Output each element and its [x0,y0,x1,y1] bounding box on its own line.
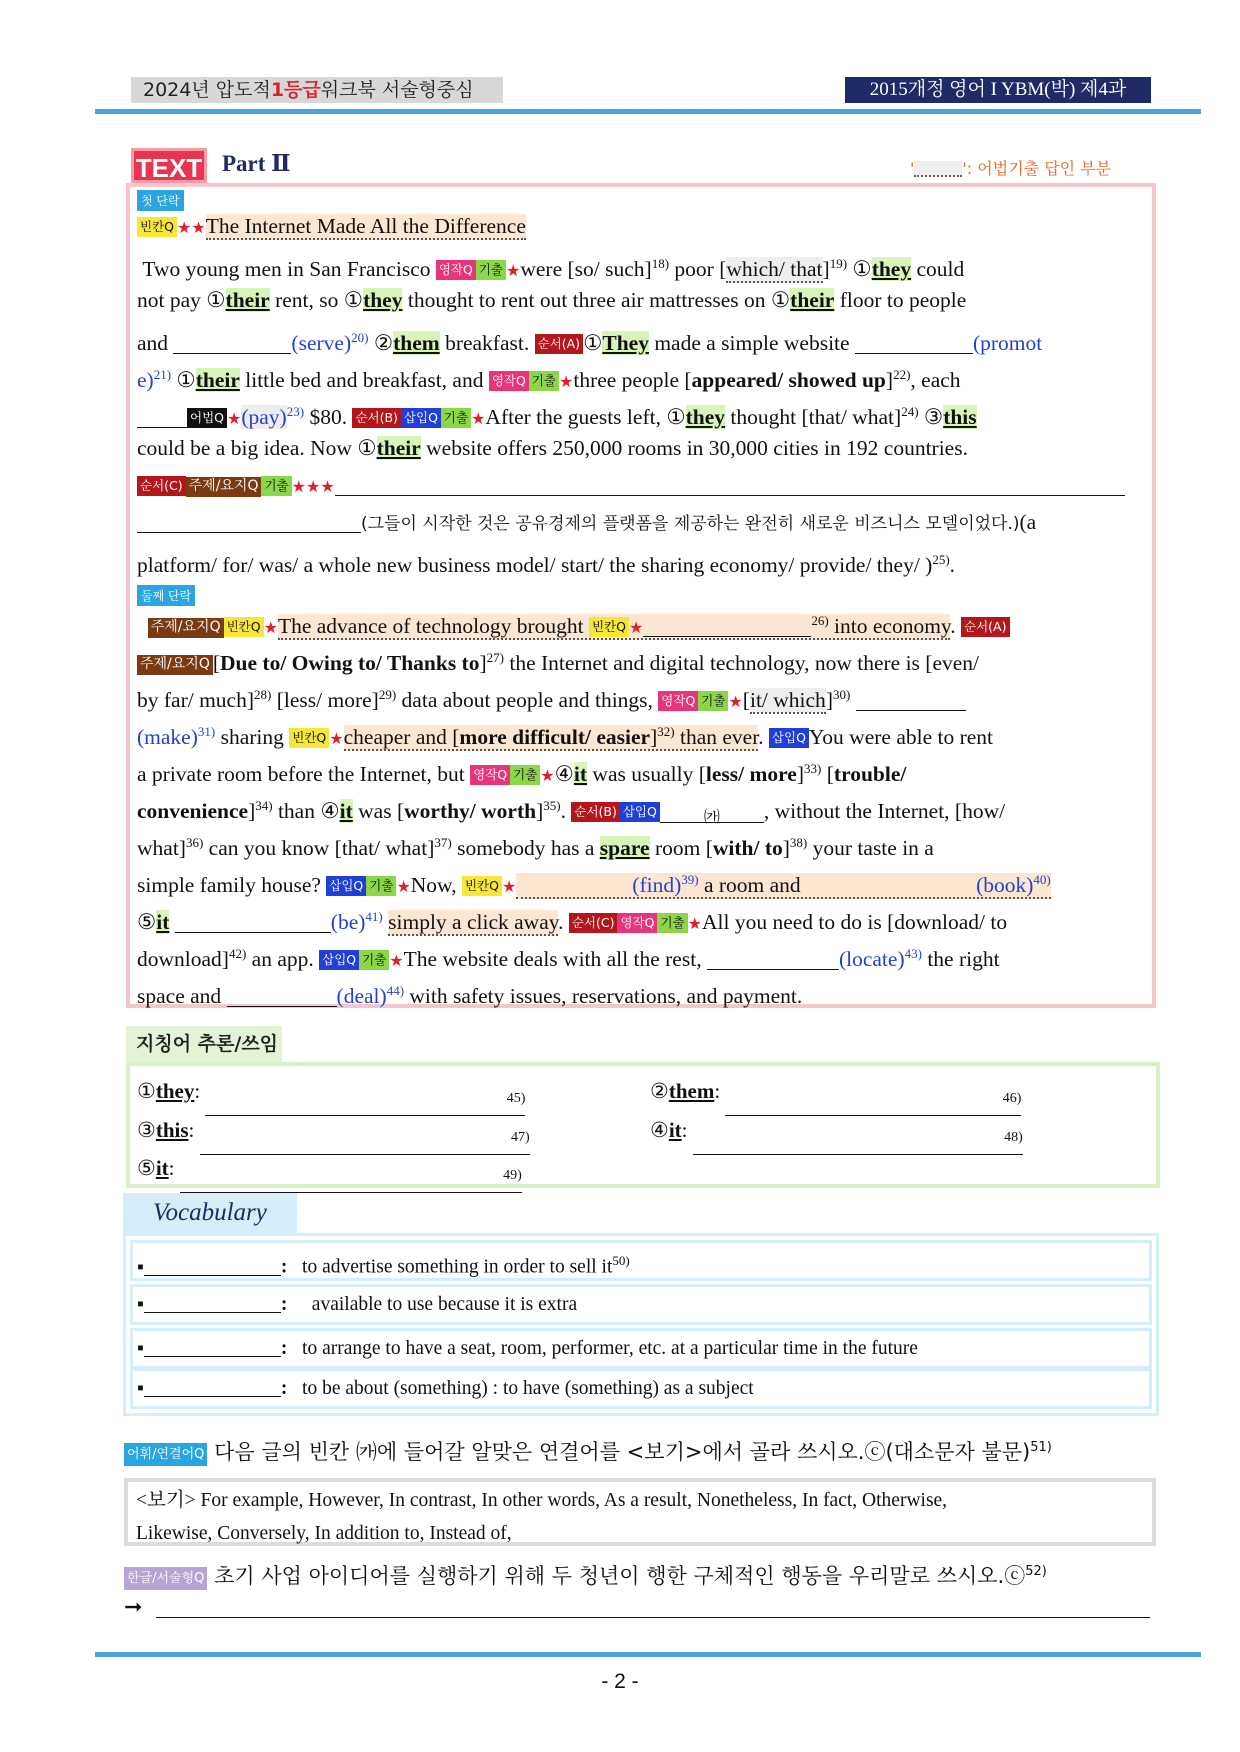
passage-line: a private room before the Internet, but 영작Q 기출 ★④it was usually [less/ more]$^{33)}$ [trouble/ [137,761,907,787]
korean-question: 한글/서술형Q 초기 사업 아이디어를 실행하기 위해 두 청년이 행한 구체적인 행동을 우리말로 쓰시오.ⓒ$^{52)}$ [124,1560,1047,1590]
vocab-row: ▪ : to be about (something) : to have (something) as a subject [130,1368,1152,1409]
arrow-icon: ➞ [124,1594,143,1619]
lesson-title: 2015개정 영어 I YBM(박) 제4과 [845,77,1151,103]
passage-line: by far/ much]$^{28)}$ [less/ more]$^{29)}$ data about people and things, 영작Q 기출 ★[it/ which]$^{30)}$ [137,676,1141,713]
answer-line[interactable] [156,1617,1150,1618]
passage-line: Two young men in San Francisco 영작Q 기출 ★were [so/ such]$^{18)}$ poor [which/ that]$^{19)}$ ①they could [137,256,965,282]
vocab-answer-field[interactable] [144,1254,281,1276]
passage-line: space and (deal)$^{44)}$ with safety issues, reservations, and payment. [137,983,803,1009]
answer-field[interactable]: 46) [725,1092,1021,1116]
pronoun-section-title: 지칭어 추론/쓰임 [126,1026,282,1062]
pronoun-item: ⑤it: 49) [137,1152,522,1184]
workbook-title: 2024년 압도적1등급워크북 서술형중심 [131,77,503,103]
part-title: Part Ⅱ [222,151,291,176]
answer-field[interactable]: 45) [205,1092,525,1116]
passage-line: and (serve)$^{20)}$ ②them breakfast. 순서(A) ①They made a simple website (promot [137,330,1043,356]
passage-line: could be a big idea. Now ①their website offers 250,000 rooms in 30,000 cities in 192 countries. [137,436,968,460]
answer-field[interactable]: 49) [180,1169,522,1193]
passage-line: e)$^{21)}$ ①their little bed and breakfast, and 영작Q 기출 ★three people [appeared/ showed up]$^{22)}$, each [137,367,961,393]
passage-line: 순서(C) 주제/요지Q 기출 ★★★ [137,467,1141,504]
text-tag: TEXT [131,148,207,183]
answer-field[interactable]: 48) [693,1131,1023,1155]
vocab-answer-field[interactable] [144,1291,281,1313]
passage-line: ⑤it (be)$^{41)}$ simply a click away. 순서(C) 영작Q 기출 ★All you need to do is [download/ to [137,909,1008,935]
legend-swatch [914,161,962,177]
passage-line: not pay ①their rent, so ①they thought to rent out three air mattresses on ①their floor to people [137,288,967,312]
answer-field[interactable]: 47) [200,1131,530,1155]
vocab-row: ▪ : to advertise something in order to sell $it^{50)}$ [130,1240,1152,1281]
pronoun-item: ②them: 46) [650,1075,1021,1107]
passage-line: platform/ for/ was/ a whole new business model/ start/ the sharing economy/ provide/ they/ )$^{25)}$. [137,552,956,578]
vocab-answer-field[interactable] [144,1375,281,1397]
vocab-row: ▪ : available to use because it is extra [130,1284,1152,1325]
pronoun-item: ④it: 48) [650,1114,1023,1146]
passage-line: 주제/요지Q [Due to/ Owing to/ Thanks to]$^{27)}$ the Internet and digital technology, now there is [even/ [137,639,1141,676]
passage-line: download]$^{42)}$ an app. 삽입Q 기출 ★The website deals with all the rest, (locate)$^{43)}$ the right [137,946,1000,972]
vocabulary-title: Vocabulary [123,1193,297,1233]
passage-line: (make)$^{31)}$ sharing 빈칸Q ★cheaper and [more difficult/ easier]$^{32)}$ than ever. 삽입Q You were able to rent [137,724,994,750]
passage-line: (그들이 시작한 것은 공유경제의 플랫폼을 제공하는 완전히 새로운 비즈니스 모델이었다.)(a [137,504,1141,541]
paragraph-label-2: 둘째 단락 [137,585,195,606]
header-divider [95,109,1201,114]
passage-title-line: 빈칸Q ★★The Internet Made All the Difference [137,208,1141,245]
page-number: - 2 - [601,1670,639,1693]
tag-blank: 빈칸Q [137,217,177,237]
connective-question: 어휘/연결어Q 다음 글의 빈칸 ㈎에 들어갈 알맞은 연결어를 <보기>에서 골라 쓰시오.ⓒ(대소문자 불문)$^{51)}$ [124,1436,1052,1466]
passage-line: what]$^{36)}$ can you know [that/ what]$^{37)}$ somebody has a spare room [with/ to]$^{38)}$ your taste in a [137,835,934,861]
footer-divider [95,1652,1201,1657]
passage-line: 어법Q ★(pay)$^{23)}$ $80. 순서(B) 삽입Q 기출 ★After the guests left, ①they thought [that/ what]$^{24)}$ ③this [137,393,1141,430]
pronoun-item: ①they: 45) [137,1075,525,1107]
vocab-answer-field[interactable] [144,1335,281,1357]
example-box: <보기> For example, However, In contrast, In other words, As a result, Nonetheless, In fact, Otherwise, Likewise, Conversely, In addition to, Instead of, [124,1478,1156,1546]
paragraph-label-1: 첫 단락 [137,190,184,211]
vocab-row: ▪ : to arrange to have a seat, room, performer, etc. at a particular time in the future [130,1328,1152,1369]
passage-line: simple family house? 삽입Q 기출 ★Now, 빈칸Q ★ (find)$^{39)}$ a room and (book)$^{40)}$ [137,872,1051,898]
passage-title: The Internet Made All the Difference [205,214,526,238]
passage-line: convenience]$^{34)}$ than ④it was [worthy/ worth]$^{35)}$. 순서(B) 삽입Q ㈎ , without the Internet, [how/ [137,798,1006,827]
passage-line: 주제/요지Q 빈칸Q ★The advance of technology brought 빈칸Q ★ $^{26)}$ into economy. 순서(A) [137,602,1141,639]
pronoun-item: ③this: 47) [137,1114,530,1146]
legend-note: ' ': 어법기출 답인 부분 [910,159,1112,178]
